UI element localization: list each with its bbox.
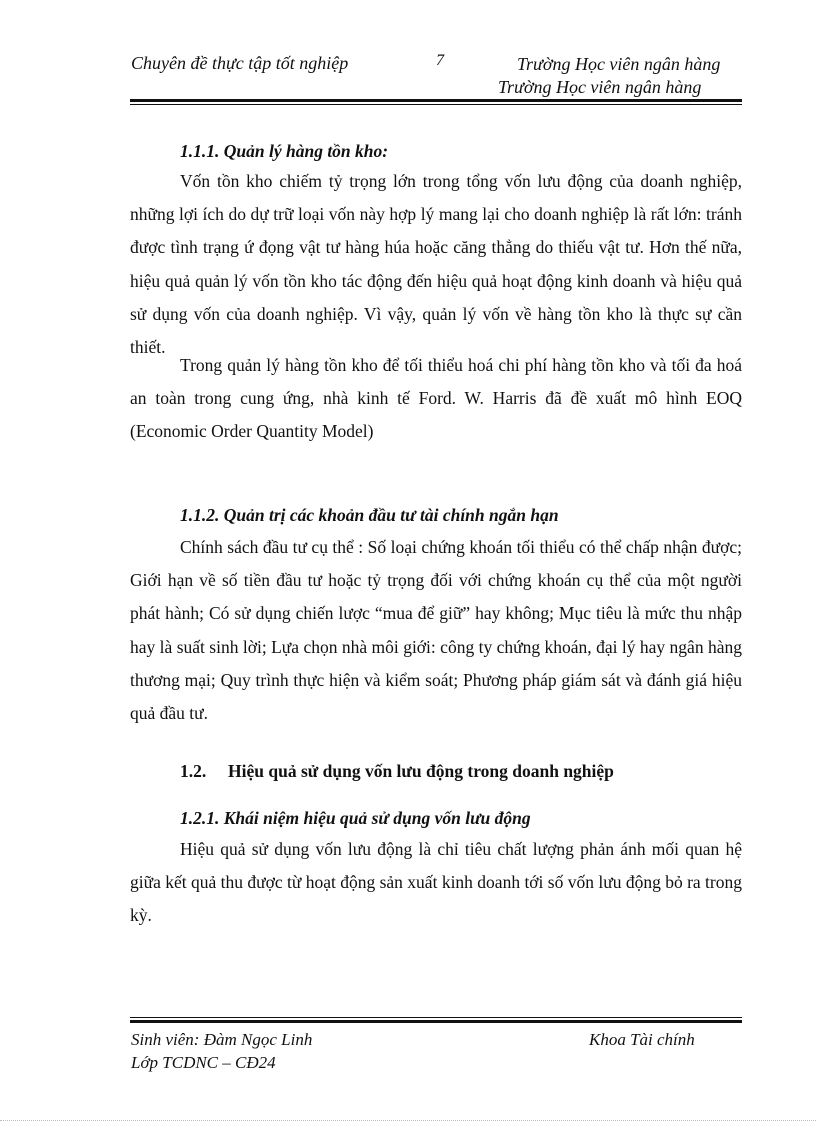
footer-student-name: Sinh viên: Đàm Ngọc Linh bbox=[131, 1030, 313, 1049]
header-document-title: Chuyên đề thực tập tốt nghiệp bbox=[131, 53, 349, 73]
heading-1-2-title: Hiệu quả sử dụng vốn lưu động trong doanh nghiệp bbox=[228, 761, 614, 781]
page-number: 7 bbox=[436, 52, 444, 69]
paragraph-inventory-1: Vốn tồn kho chiếm tỷ trọng lớn trong tổng vốn lưu động của doanh nghiệp, những lợi ích do dự trữ loại vốn này hợp lý mang lại cho doanh nghiệp là rất lớn: tránh được tình trạng ứ đọng vật tư hàng húa hoặc căng thẳng do thiếu vật tư. Hơn thế nữa, hiệu quả quản lý vốn tồn kho tác động đến hiệu quả hoạt động kinh doanh và hiệu quả sử dụng vốn của doanh nghiệp. Vì vậy, quản lý vốn về hàng tồn kho là thực sự cần thiết. bbox=[130, 171, 742, 358]
paragraph-inventory-2: Trong quản lý hàng tồn kho để tối thiểu hoá chi phí hàng tồn kho và tối đa hoá an toàn trong cung ứng, nhà kinh tế Ford. W. Harris đã đề xuất mô hình EOQ (Economic Order Quantity Model) bbox=[130, 355, 742, 442]
header-institution-line2: Trường Học viên ngân hàng bbox=[498, 77, 702, 97]
heading-1-2-1: 1.2.1. Khái niệm hiệu quả sử dụng vốn lưu động bbox=[180, 808, 531, 828]
paragraph-efficiency-concept: Hiệu quả sử dụng vốn lưu động là chỉ tiêu chất lượng phản ánh mối quan hệ giữa kết quả thu được từ hoạt động sản xuất kinh doanh tới số vốn lưu động bỏ ra trong kỳ. bbox=[130, 839, 742, 926]
header-rule-thick bbox=[130, 99, 742, 102]
footer-rule-thick bbox=[130, 1020, 742, 1023]
heading-1-1-2: 1.1.2. Quản trị các khoản đầu tư tài chính ngắn hạn bbox=[180, 505, 559, 525]
paragraph-investment: Chính sách đầu tư cụ thể : Số loại chứng khoán tối thiểu có thể chấp nhận được; Giới hạn về số tiền đầu tư hoặc tỷ trọng đối với chứng khoán cụ thể của một người phát hành; Có sử dụng chiến lược “mua để giữ” hay không; Mục tiêu là mức thu nhập hay là suất sinh lời; Lựa chọn nhà môi giới: công ty chứng khoán, đại lý hay ngân hàng thương mại; Quy trình thực hiện và kiểm soát; Phương pháp giám sát và đánh giá hiệu quả đầu tư. bbox=[130, 537, 742, 724]
header-institution-line1: Trường Học viên ngân hàng bbox=[517, 54, 721, 74]
heading-1-1-1: 1.1.1. Quản lý hàng tồn kho: bbox=[180, 141, 389, 161]
footer-faculty: Khoa Tài chính bbox=[589, 1030, 695, 1049]
header-rule-thin bbox=[130, 104, 742, 105]
footer-class: Lớp TCDNC – CĐ24 bbox=[131, 1053, 276, 1072]
page-bottom-dotted-line bbox=[0, 1120, 816, 1121]
heading-1-2-number: 1.2. bbox=[180, 761, 207, 781]
footer-rule-thin bbox=[130, 1017, 742, 1018]
heading-1-2 bbox=[180, 761, 614, 782]
